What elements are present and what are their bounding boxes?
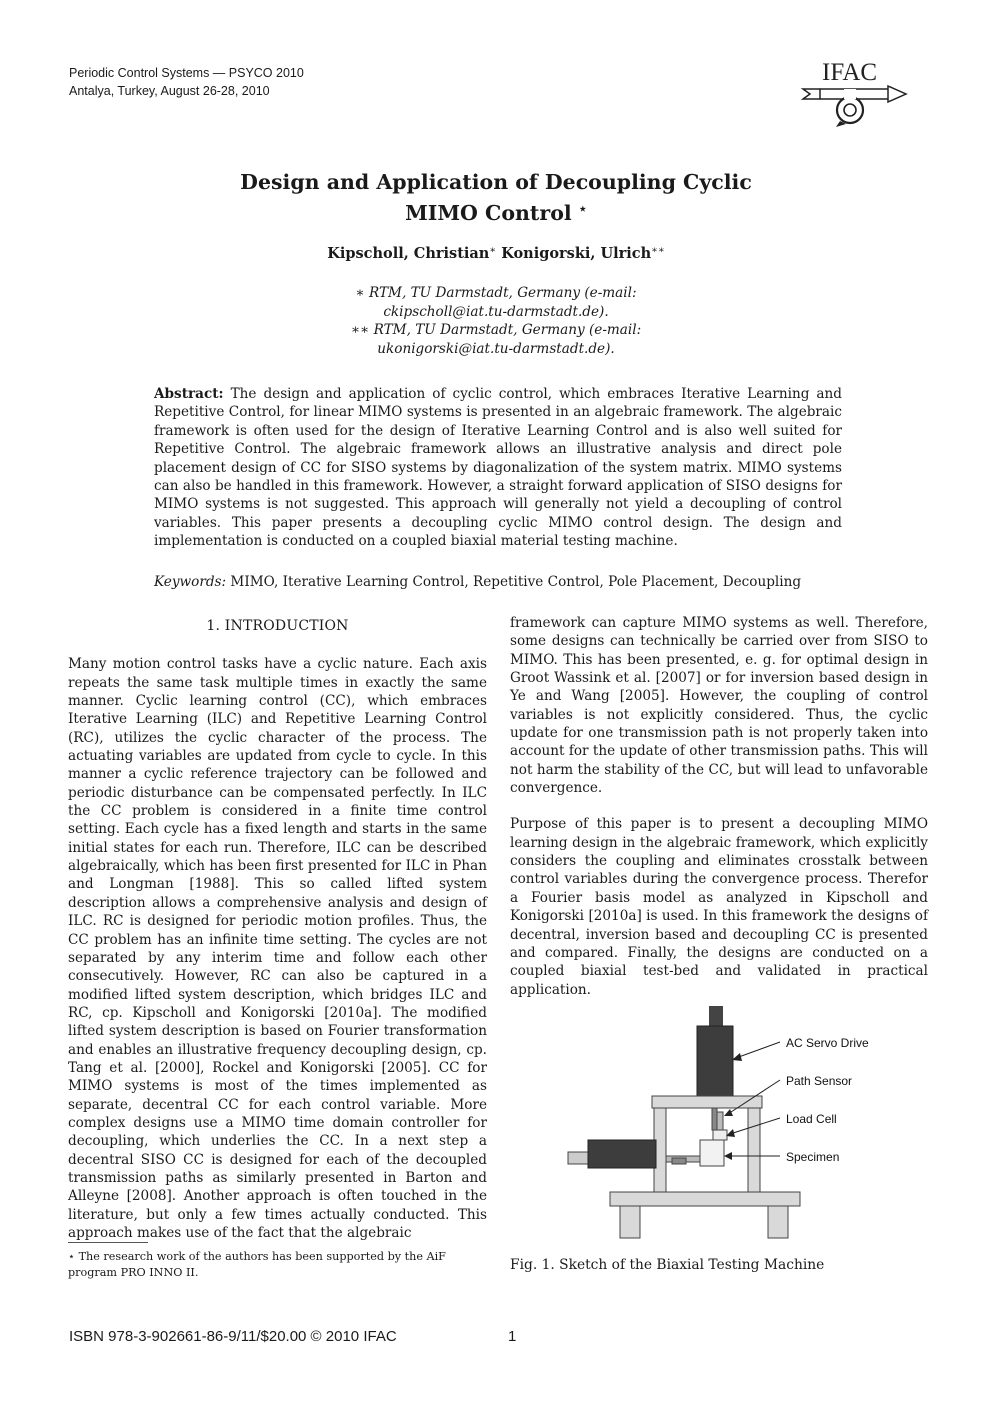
isbn-line: ISBN 978-3-902661-86-9/11/$20.00 © 2010 IFAC <box>69 1328 397 1345</box>
footnote <box>68 1249 488 1281</box>
abstract-text: The design and application of cyclic control, which embraces Iterative Learning and Repetitive Control, for linear MIMO systems is presented in an algebraic framework. The algebraic framework is often used for the design of Iterative Learning Control and is also well suited for Repetitive Control. The algebraic framework allows an illustrative analysis and direct pole placement design of CC for SISO systems by diagonalization of the system matrix. MIMO systems can also be handled in this framework. However, a straight forward application of SISO designs for MIMO systems is not suggested. This approach will generally not yield a decoupling of control variables. This paper presents a decoupling cyclic MIMO control design. The design and implementation is conducted on a coupled biaxial material testing machine. <box>154 386 842 550</box>
conference-header <box>69 64 304 100</box>
label-ac-servo-drive: AC Servo Drive <box>786 1036 869 1050</box>
affiliations <box>196 284 796 358</box>
affiliation-email: ckipscholl@iat.tu-darmstadt.de). <box>383 303 609 320</box>
label-specimen: Specimen <box>786 1150 840 1164</box>
section-heading: 1. INTRODUCTION <box>206 618 349 634</box>
load-cell <box>713 1130 727 1140</box>
body-paragraph: framework can capture MIMO systems as well. Therefore, some designs can technically be carried over from SISO to MIMO. This has been presented, e. g. for optimal design in Groot Wassink et al. [2007] or for inversion based design in Ye and Wang [2005]. However, the coupling of control variables is not explicitly considered. Thus, the cyclic update for one transmission path is not properly taken into account for the update of other transmission paths. This will not harm the stability of the CC, but will lead to unfavorable convergence. <box>510 615 928 797</box>
frame-foot-left <box>620 1206 640 1238</box>
figure-biaxial-testing-machine <box>560 1006 890 1246</box>
author-1: Kipscholl, Christian <box>327 245 490 262</box>
abstract-label: Abstract: <box>154 386 224 402</box>
footnote-mark: ⋆ <box>68 1250 76 1263</box>
keywords-text: MIMO, Iterative Learning Control, Repetitive Control, Pole Placement, Decoupling <box>230 574 802 590</box>
right-column <box>510 614 928 999</box>
affiliation-line: ∗∗ RTM, TU Darmstadt, Germany (e-mail: <box>350 322 642 338</box>
title-line-2: MIMO Control ⋆ <box>405 201 587 225</box>
frame-foot-right <box>768 1206 788 1238</box>
body-paragraph: Many motion control tasks have a cyclic nature. Each axis repeats the same task multiple times in exactly the same manner. Cyclic learning control (CC), which embraces Iterative Learning (ILC) and Repetitive Learning Control (RC), utilizes the cyclic character of the process. The actuating variables are updated from cycle to cycle. In this manner a cyclic reference trajectory can be followed and periodic disturbance can be compensated perfectly. In ILC the CC problem is considered in a finite time control setting. Each cycle has a fixed length and starts in the same initial states for each run. Therefore, ILC can be described algebraically, which has been first presented for ILC in Phan and Longman [1988]. This so called lifted system description allows a comprehensive analysis and design of ILC. RC is designed for periodic motion profiles. Thus, the CC problem has an infinite time setting. The cycles are not separated by any interim time and follow each other consecutively. However, RC can also be captured in a modified lifted system description, which bridges ILC and RC, cp. Kipscholl and Konigorski [2010a]. The modified lifted system description is based on Fourier transformation and enables an illustrative frequency decoupling design, cp. Tang et al. [2000], Rockel and Konigorski [2005]. CC for MIMO systems is most of the times implemented as separate, decentral CC for each control variable. More complex designs use a MIMO time domain controller for decoupling, which underlies the CC. In a next step a decentral SISO CC is designed for each of the decoupled transmission paths as similarly presented in Barton and Alleyne [2008]. Another approach is often touched in the literature, but only a few times actually conducted. This approach makes use of the fact that the algebraic <box>68 656 487 1241</box>
author-2-mark: ∗∗ <box>651 245 665 256</box>
frame-base-plate <box>610 1192 800 1206</box>
author-1-mark: ∗ <box>489 245 497 256</box>
label-path-sensor: Path Sensor <box>786 1074 853 1088</box>
conference-line-2: Antalya, Turkey, August 26-28, 2010 <box>69 84 270 98</box>
left-column <box>68 617 487 1242</box>
footnote-divider <box>68 1242 148 1243</box>
horizontal-actuator-cap <box>568 1152 588 1164</box>
paper-title <box>96 168 896 227</box>
footnote-text: The research work of the authors has been supported by the AiF program PRO INNO II. <box>68 1250 446 1279</box>
author-list <box>96 245 896 262</box>
ifac-logo <box>800 56 910 132</box>
title-footnote-star: ⋆ <box>578 202 587 217</box>
frame-right-pillar <box>748 1108 760 1192</box>
specimen <box>700 1140 724 1166</box>
page-number: 1 <box>508 1328 517 1345</box>
author-2: Konigorski, Ulrich <box>501 245 652 262</box>
body-paragraph: Purpose of this paper is to present a decoupling MIMO learning design in the algebraic framework, which explicitly considers the coupling and eliminates crosstalk between control variables during the convergence process. Therefor a Fourier basis model as analyzed in Kipscholl and Konigorski [2010a] is used. In this framework the designs of decentral, inversion based and decoupling CC is presented and compared. Finally, the designs are conducted on a coupled biaxial test-bed and validated in practical application. <box>510 816 928 998</box>
figure-caption: Fig. 1. Sketch of the Biaxial Testing Machine <box>510 1257 825 1273</box>
ac-servo-drive-horizontal <box>588 1140 656 1168</box>
abstract <box>154 385 842 551</box>
keywords-label: Keywords: <box>154 574 227 590</box>
label-load-cell: Load Cell <box>786 1112 837 1126</box>
ac-servo-drive-vertical <box>697 1026 733 1096</box>
affiliation-email: ukonigorski@iat.tu-darmstadt.de). <box>377 340 615 357</box>
vertical-actuator-cap <box>709 1006 723 1026</box>
ifac-logo-text: IFAC <box>822 59 878 86</box>
path-sensor <box>712 1108 717 1130</box>
title-line-1: Design and Application of Decoupling Cyclic <box>240 170 752 194</box>
horizontal-path-sensor <box>672 1158 686 1164</box>
conference-line-1: Periodic Control Systems — PSYCO 2010 <box>69 66 304 80</box>
affiliation-line: ∗ RTM, TU Darmstadt, Germany (e-mail: <box>355 285 637 301</box>
keywords <box>154 573 842 591</box>
